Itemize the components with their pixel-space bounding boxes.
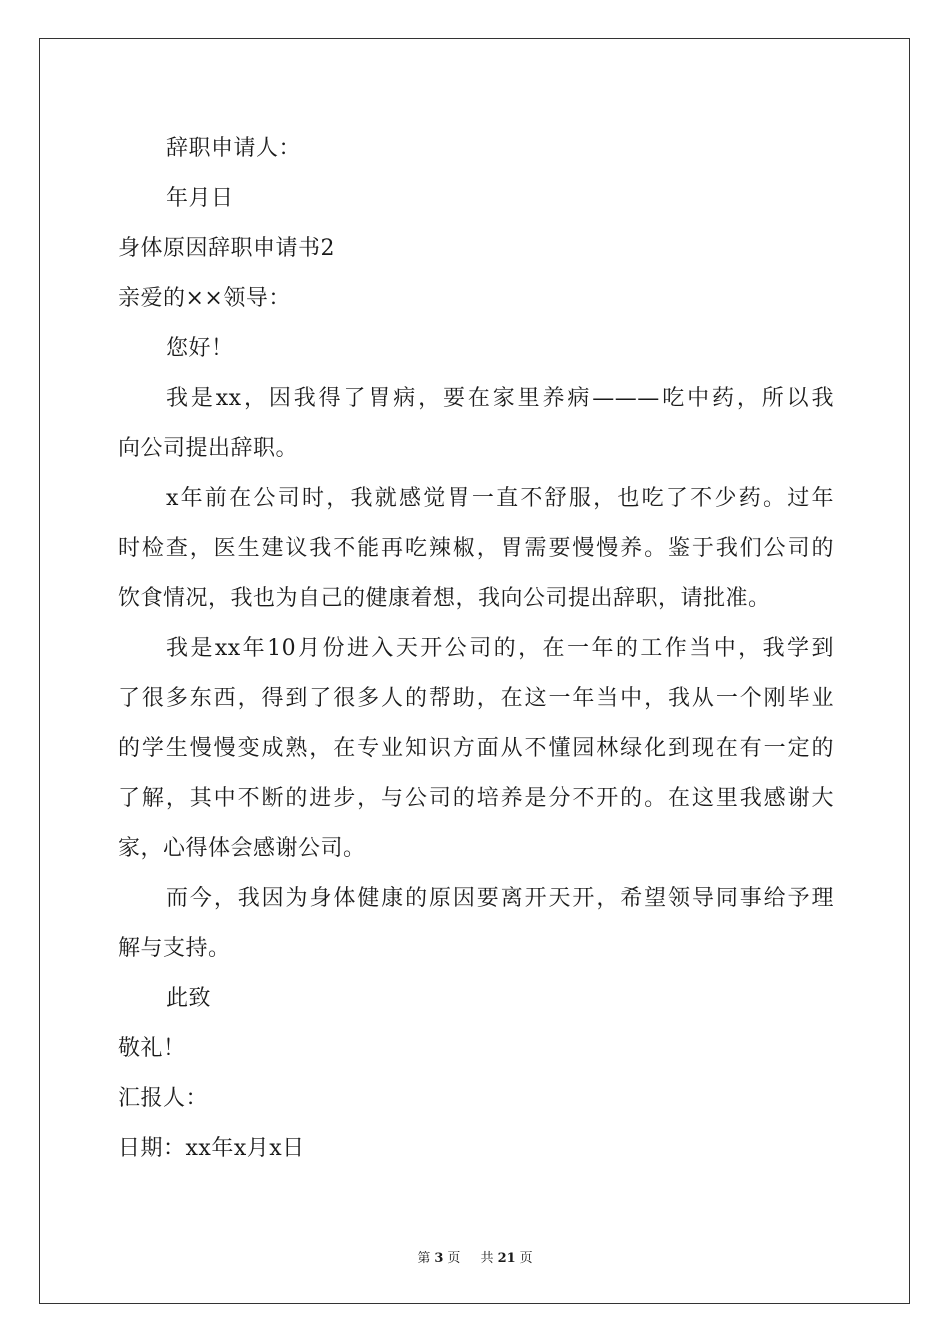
page-suffix: 页 (447, 1251, 461, 1266)
total-prefix: 共 (480, 1251, 494, 1266)
text-line: 了解，其中不断的进步，与公司的培养是分不开的。在这里我感谢大 (118, 786, 834, 811)
text-line: 而今，我因为身体健康的原因要离开天开，希望领导同事给予理 (166, 886, 834, 911)
total-indicator (477, 1251, 537, 1266)
closing: 此致 (166, 986, 212, 1011)
text-line: 饮食情况，我也为自己的健康着想，我向公司提出辞职，请批准。 (118, 586, 771, 611)
text-line: 的学生慢慢变成熟，在专业知识方面从不懂园林绿化到现在有一定的 (118, 736, 834, 761)
reporter-label: 汇报人： (118, 1086, 209, 1111)
text-line: 向公司提出辞职。 (118, 436, 299, 461)
text-line: x年前在公司时，我就感觉胃一直不舒服，也吃了不少药。过年 (166, 486, 834, 511)
greeting: 您好！ (166, 336, 234, 361)
text-line: 时检查，医生建议我不能再吃辣椒，胃需要慢慢养。鉴于我们公司的 (118, 536, 834, 561)
page-prefix: 第 (417, 1251, 431, 1266)
total-suffix: 页 (519, 1251, 533, 1266)
date-line: 日期：xx年x月x日 (118, 1136, 305, 1161)
section-title: 身体原因辞职申请书2 (118, 236, 335, 261)
closing-salute: 敬礼！ (118, 1036, 186, 1061)
text-line: 家，心得体会感谢公司。 (118, 836, 366, 861)
total-pages: 21 (497, 1251, 516, 1266)
text-line: 年月日 (166, 186, 234, 211)
text-line: 辞职申请人： (166, 136, 302, 161)
text-line: 我是xx，因我得了胃病，要在家里养病———吃中药，所以我 (166, 386, 834, 411)
salutation: 亲爱的××领导： (118, 286, 291, 311)
document-body (118, 124, 834, 1174)
text-line: 了很多东西，得到了很多人的帮助，在这一年当中，我从一个刚毕业 (118, 686, 834, 711)
page-footer (0, 1247, 950, 1266)
page-indicator (413, 1251, 464, 1266)
text-line: 解与支持。 (118, 936, 231, 961)
text-line: 我是xx年10月份进入天开公司的，在一年的工作当中，我学到 (166, 636, 834, 661)
page-number: 3 (434, 1251, 444, 1266)
